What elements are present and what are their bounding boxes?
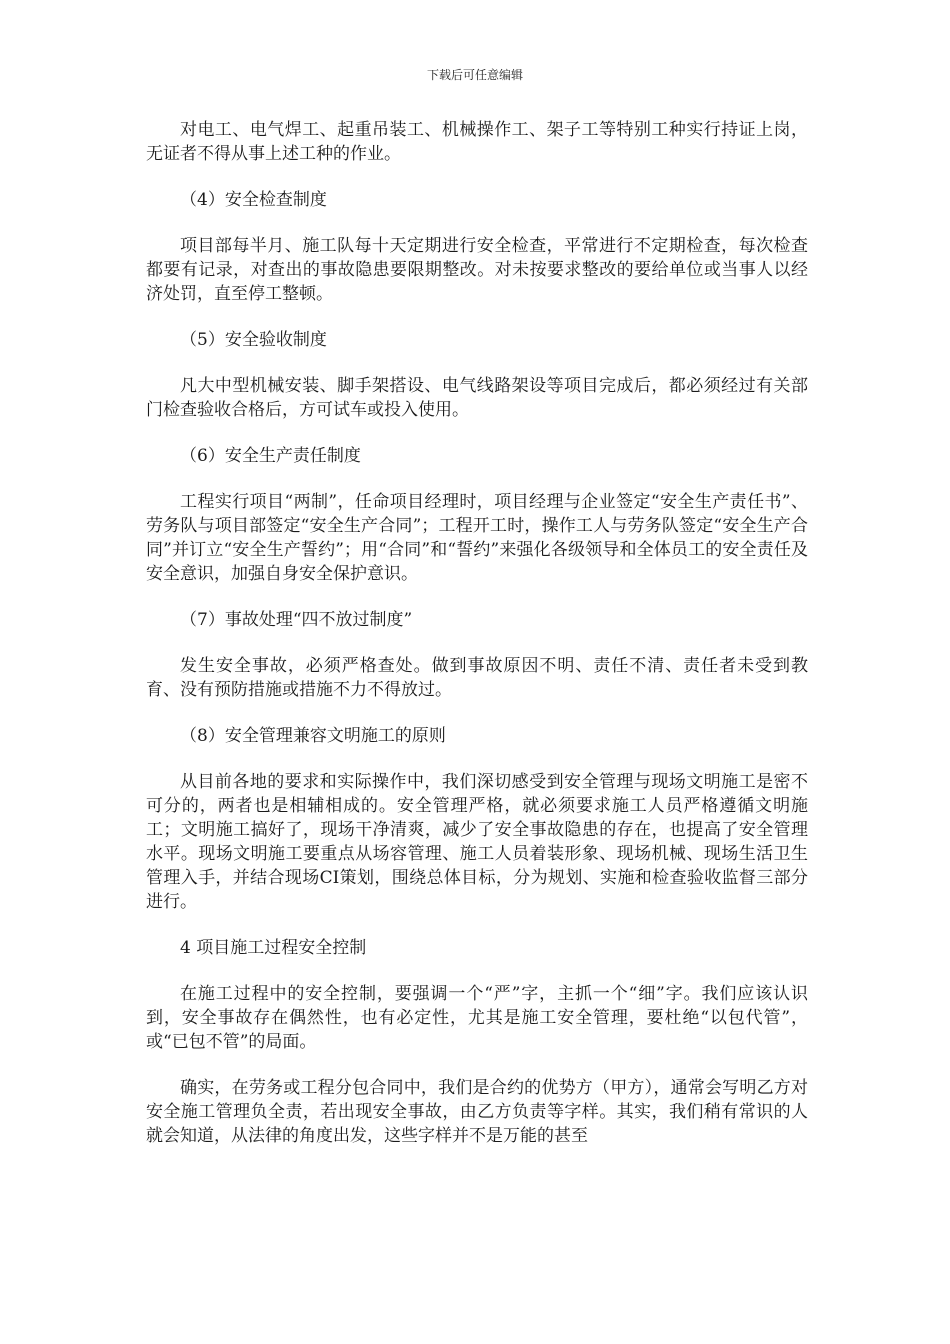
paragraph-responsibility: 工程实行项目“两制”，任命项目经理时，项目经理与企业签定“安全生产责任书”、劳务队与项目部签定“安全生产合同”；工程开工时，操作工人与劳务队签定“安全生产合同”并订立“安全生产誓约”；用“合同”和“誓约”来强化各级领导和全体员工的安全责任及安全意识，加强自身安全保护意识。 [146,492,808,584]
heading-accident-handling: （7）事故处理“四不放过制度” [180,610,413,630]
heading-safety-acceptance: （5）安全验收制度 [180,330,327,350]
page-header: 下载后可任意编辑 [426,68,523,82]
paragraph-special-trades: 对电工、电气焊工、起重吊装工、机械操作工、架子工等特别工种实行持证上岗，无证者不得从事上述工种的作业。 [146,120,808,164]
document-body [146,118,808,1148]
paragraph-safety-acceptance: 凡大中型机械安装、脚手架搭设、电气线路架设等项目完成后，都必须经过有关部门检查验收合格后，方可试车或投入使用。 [146,376,808,420]
paragraph-process-control: 在施工过程中的安全控制，要强调一个“严”字，主抓一个“细”字。我们应该认识到，安全事故存在偶然性，也有必定性，尤其是施工安全管理，要杜绝“以包代管”，或“已包不管”的局面。 [146,984,808,1052]
paragraph-subcontract: 确实，在劳务或工程分包合同中，我们是合约的优势方（甲方），通常会写明乙方对安全施工管理负全责，若出现安全事故，由乙方负责等字样。其实，我们稍有常识的人就会知道，从法律的角度出发，这些字样并不是万能的甚至 [146,1078,808,1146]
heading-process-control: 4 项目施工过程安全控制 [180,938,367,958]
heading-civilized-construction: （8）安全管理兼容文明施工的原则 [180,726,446,746]
paragraph-safety-inspection: 项目部每半月、施工队每十天定期进行安全检查，平常进行不定期检查，每次检查都要有记录，对查出的事故隐患要限期整改。对未按要求整改的要给单位或当事人以经济处罚，直至停工整顿。 [146,236,808,304]
paragraph-civilized-construction: 从目前各地的要求和实际操作中，我们深切感受到安全管理与现场文明施工是密不可分的，两者也是相辅相成的。安全管理严格，就必须要求施工人员严格遵循文明施工；文明施工搞好了，现场干净清爽，减少了安全事故隐患的存在，也提高了安全管理水平。现场文明施工要重点从场容管理、施工人员着装形象、现场机械、现场生活卫生管理入手，并结合现场CI策划，围绕总体目标，分为规划、实施和检查验收监督三部分进行。 [146,772,808,912]
paragraph-accident-handling: 发生安全事故，必须严格查处。做到事故原因不明、责任不清、责任者未受到教育、没有预防措施或措施不力不得放过。 [146,656,808,700]
heading-safety-inspection: （4）安全检查制度 [180,190,327,210]
heading-responsibility: （6）安全生产责任制度 [180,446,361,466]
